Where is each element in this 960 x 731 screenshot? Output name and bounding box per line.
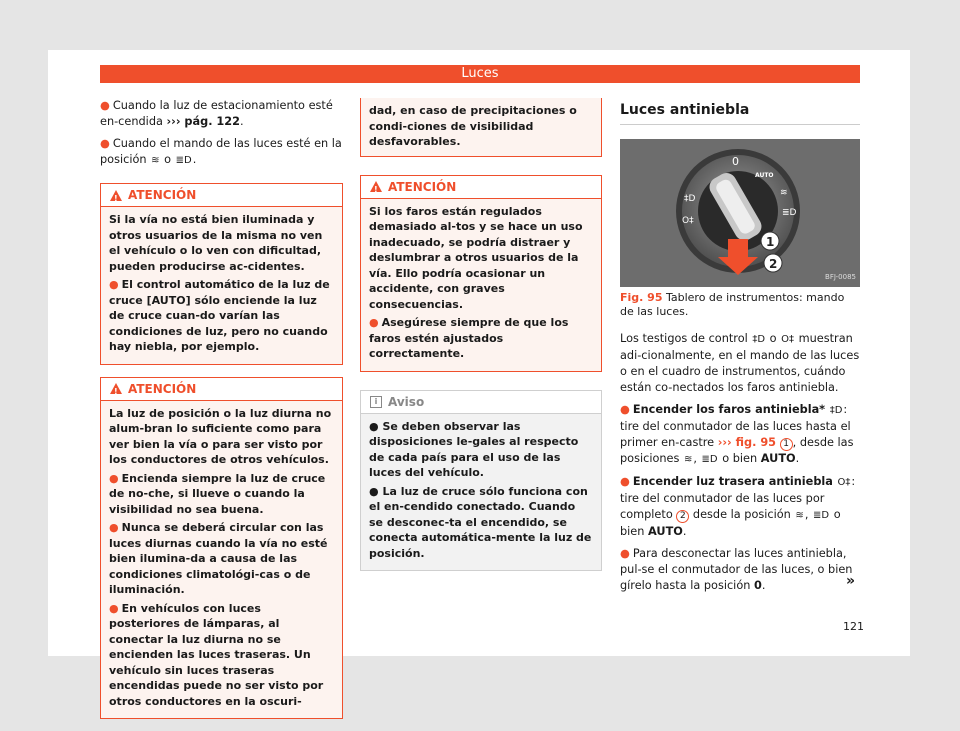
warning-header: ! ATENCIÓN (101, 378, 342, 401)
dipped-beam-icon: ≣D (701, 454, 718, 465)
callout-ref-2: 2 (676, 510, 689, 523)
bullet-icon: ● (100, 99, 110, 112)
bullet-icon: ● (109, 471, 119, 485)
bullet-icon: ● (109, 521, 119, 534)
callout-2: 2 (769, 257, 778, 271)
bullet-icon: ● (620, 403, 630, 416)
note-box: i Aviso ● Se deben observar las disposiciones le-gales al respecto de cada país para el uso de las luces del vehículo. ● La luz de cruce sólo funciona con el en-cendido conectado. Cuando se desconec-ta el encendido, se conecta automática-mente la luz de posición. (360, 390, 602, 572)
fog-rear-icon: O‡ (682, 216, 694, 226)
position-light-icon: ≋ (780, 188, 788, 198)
figure-caption: Fig. 95 Tablero de instrumentos: mando de las luces. (620, 291, 845, 318)
warning-triangle-icon (110, 383, 122, 394)
column-1 (100, 98, 343, 731)
figure-reference-link[interactable]: ››› fig. 95 (717, 436, 777, 449)
bullet-icon: ● (369, 419, 383, 433)
bullet-icon: ● (109, 601, 119, 615)
warning-header: ! ATENCIÓN (361, 176, 601, 199)
light-switch-illustration (620, 139, 860, 287)
fog-rear-icon: O‡ (781, 334, 795, 345)
warning-box: ! ATENCIÓN Si la vía no está bien iluminada y otros usuarios de la misma no ven el vehículo o lo ven con dificultad, pueden producirse ac-cidentes. ● El control automático de la luz de cruce [AUTO] sólo enciende la luz de cruce cuan-do varían las condiciones de luz, pero no cuando hay niebla, por ejemplo. (100, 183, 343, 365)
bullet-icon: ● (369, 484, 383, 498)
page-number: 121 (843, 620, 864, 633)
callout-ref-1: 1 (780, 438, 793, 451)
continue-arrow-icon: » (846, 573, 856, 589)
warning-header: ! ATENCIÓN (101, 184, 342, 207)
position-light-icon: ≋ (151, 155, 160, 166)
fog-front-icon: ‡D (829, 405, 843, 416)
list-item: ● Cuando el mando de las luces esté en la posición ≋ o ≣D. (100, 137, 342, 166)
switch-label-zero: 0 (732, 155, 739, 168)
fog-front-icon: ‡D (752, 334, 766, 345)
column-3 (620, 98, 860, 600)
dipped-beam-icon: ≣D (813, 510, 830, 521)
list-item: ● Cuando la luz de estacionamiento esté en-cendida ››› pág. 122. (100, 99, 333, 128)
bullet-icon: ● (369, 316, 379, 329)
auto-icon: AUTO (648, 525, 683, 538)
warning-box: ! ATENCIÓN La luz de posición o la luz diurna no alum-bran lo suficiente como para ver bien la vía o para ser visto por los conductores de otros vehículos. ● Encienda siempre la luz de cruce de no-che, si llueve o cuando la visibilidad no sea buena. ● Nunca se deberá circular con las luces diurnas cuando la vía no esté bien ilumina-da a causa de las condiciones climatológi-cas o de iluminación. ● En vehículos con luces posteriores de lámparas, al conectar la luz diurna no se encienden las luces traseras. Un vehículo sin luces traseras encendidas puede no ser visto por otros conductores en la oscuri- (100, 377, 343, 720)
position-light-icon: ≋ (683, 454, 693, 465)
list-item: ● Encender luz trasera antiniebla O‡: tire del conmutador de las luces por completo 2 desde la posición ≋, ≣D o bien AUTO. (620, 475, 856, 538)
dipped-beam-icon: ≣D (782, 208, 797, 218)
auto-icon: [AUTO] (146, 293, 191, 307)
fog-front-icon: ‡D (684, 194, 696, 204)
fog-rear-icon: O‡ (837, 477, 851, 488)
position-light-icon: ≋ (795, 510, 804, 521)
list-item: ● Para desconectar las luces antiniebla, pul-se el conmutador de las luces, o bien gírelo hasta la posición 0. (620, 547, 853, 592)
bullet-icon: ● (620, 547, 630, 560)
auto-icon: AUTO (760, 452, 796, 465)
switch-label-auto: AUTO (755, 172, 774, 179)
figure-code: BFJ-0085 (825, 273, 856, 281)
column-2 (360, 98, 602, 571)
warning-box: ! ATENCIÓN Si los faros están regulados demasiado al-tos y se hace un uso inadecuado, se podría distraer y deslumbrar a otros usuarios de la vía. Ello podría ocasionar un accidente, con graves consecuencias. ● Asegúrese siempre de que los faros estén ajustados correctamente. (360, 175, 602, 372)
callout-1: 1 (766, 235, 775, 249)
warning-triangle-icon (110, 190, 122, 201)
section-header: Luces (100, 65, 860, 83)
info-icon: i (370, 396, 382, 408)
zero-position-icon: 0 (753, 579, 762, 592)
paragraph: Los testigos de control ‡D o O‡ muestran adi-cionalmente, en el mando de las luces o en el cuadro de instrumentos, cuándo están co-nectados los faros antiniebla. (620, 332, 860, 394)
bullet-icon: ● (100, 137, 110, 150)
warning-box-continued: dad, en caso de precipitaciones o condi-ciones de visibilidad desfavorables. (360, 98, 602, 157)
list-item: ● Encender los faros antiniebla* ‡D: tire del conmutador de las luces hasta el primer en-castre ››› fig. 95 1 , desde las posiciones ≋, ≣D o bien AUTO. (620, 403, 854, 465)
bullet-icon: ● (109, 278, 119, 291)
page-reference-link[interactable]: ››› pág. 122 (166, 115, 241, 128)
section-title: Luces antiniebla (620, 98, 860, 125)
light-switch-figure (620, 139, 860, 287)
warning-triangle-icon (370, 181, 382, 192)
bullet-icon: ● (620, 475, 630, 488)
dipped-beam-icon: ≣D (175, 155, 192, 166)
note-header: i Aviso (361, 391, 601, 414)
